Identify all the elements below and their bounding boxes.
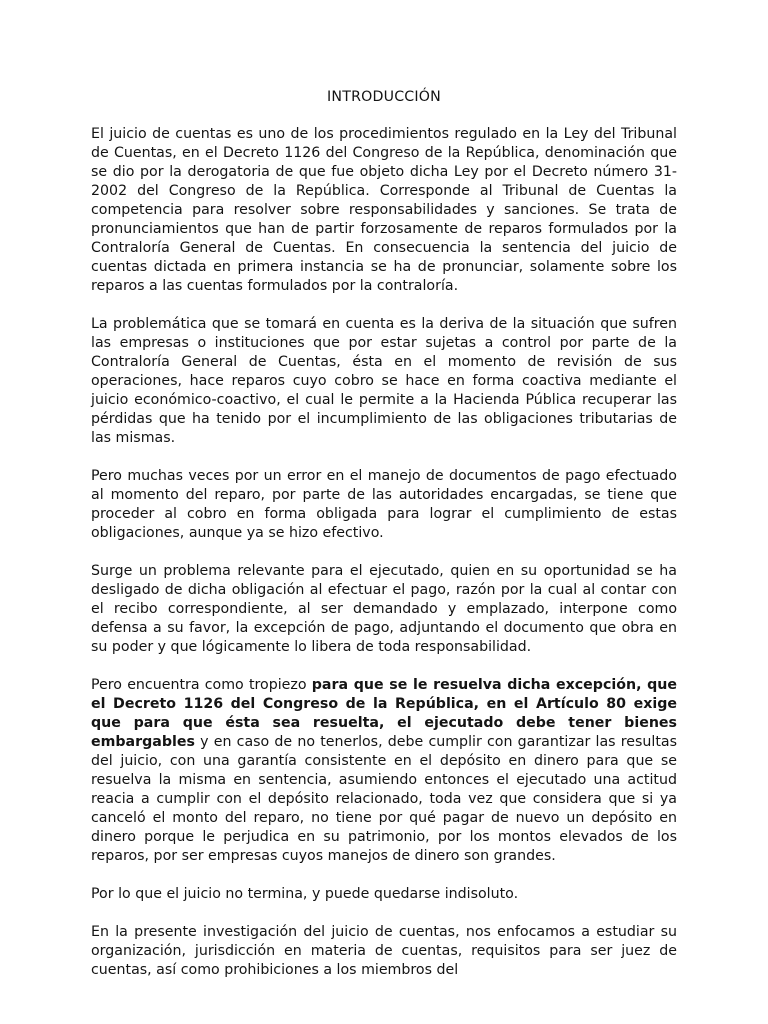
paragraph-2: La problemática que se tomará en cuenta es la deriva de la situación que sufren las empresas o instituciones que por estar sujetas a control por parte de la Contraloría General de Cuentas, ésta en el momento de revisión de sus operaciones, hace reparos cuyo cobro se hace en forma coactiva mediante el juicio económico-coactivo, el cual le permite a la Hacienda Pública recuperar las pérdidas que ha tenido por el incumplimiento de las obligaciones tributarias de las mismas. xyxy=(91,316,677,446)
paragraph-7: En la presente investigación del juicio de cuentas, nos enfocamos a estudiar su organización, jurisdicción en materia de cuentas, requisitos para ser juez de cuentas, así como prohibiciones a los miembros del xyxy=(91,924,677,978)
paragraph-1: El juicio de cuentas es uno de los procedimientos regulado en la Ley del Tribunal de Cuentas, en el Decreto 1126 del Congreso de la República, denominación que se dio por la derogatoria de que fue objeto dicha Ley por el Decreto número 31-2002 del Congreso de la República. Corresponde al Tribunal de Cuentas la competencia para resolver sobre responsabilidades y sanciones. Se trata de pronunciamientos que han de partir forzosamente de reparos formulados por la Contraloría General de Cuentas. En consecuencia la sentencia del juicio de cuentas dictada en primera instancia se ha de pronunciar, solamente sobre los reparos a las cuentas formulados por la contraloría. xyxy=(91,126,677,294)
paragraph-6: Por lo que el juicio no termina, y puede quedarse indisoluto. xyxy=(91,886,519,902)
document-body xyxy=(91,88,677,999)
document-title: INTRODUCCIÓN xyxy=(327,89,441,105)
paragraph-4: Surge un problema relevante para el ejecutado, quien en su oportunidad se ha desligado de dicha obligación al efectuar el pago, razón por la cual al contar con el recibo correspondiente, al ser demandado y emplazado, interpone como defensa a su favor, la excepción de pago, adjuntando el documento que obra en su poder y que lógicamente lo libera de toda responsabilidad. xyxy=(91,563,677,655)
paragraph-5-intro: Pero encuentra como tropiezo xyxy=(91,677,312,693)
paragraph-3: Pero muchas veces por un error en el manejo de documentos de pago efectuado al momento del reparo, por parte de las autoridades encargadas, se tiene que proceder al cobro en forma obligada para lograr el cumplimiento de estas obligaciones, aunque ya se hizo efectivo. xyxy=(91,468,677,541)
paragraph-5-rest: y en caso de no tenerlos, debe cumplir con garantizar las resultas del juicio, con una garantía consistente en el depósito en dinero para que se resuelva la misma en sentencia, asumiendo entonces el ejecutado una actitud reacia a cumplir con el depósito relacionado, toda vez que considera que si ya canceló el monto del reparo, no tiene por qué pagar de nuevo un depósito en dinero porque le perjudica en su patrimonio, por los montos elevados de los reparos, por ser empresas cuyos manejos de dinero son grandes. xyxy=(91,734,677,864)
paragraph-5 xyxy=(91,676,677,866)
paragraph-5-bold-text: para que se le resuelva dicha excepción, que el Decreto 1126 del Congreso de la República, en el Artículo 80 exige que para que ésta sea resuelta, el ejecutado debe tener bienes embargables xyxy=(91,677,678,750)
